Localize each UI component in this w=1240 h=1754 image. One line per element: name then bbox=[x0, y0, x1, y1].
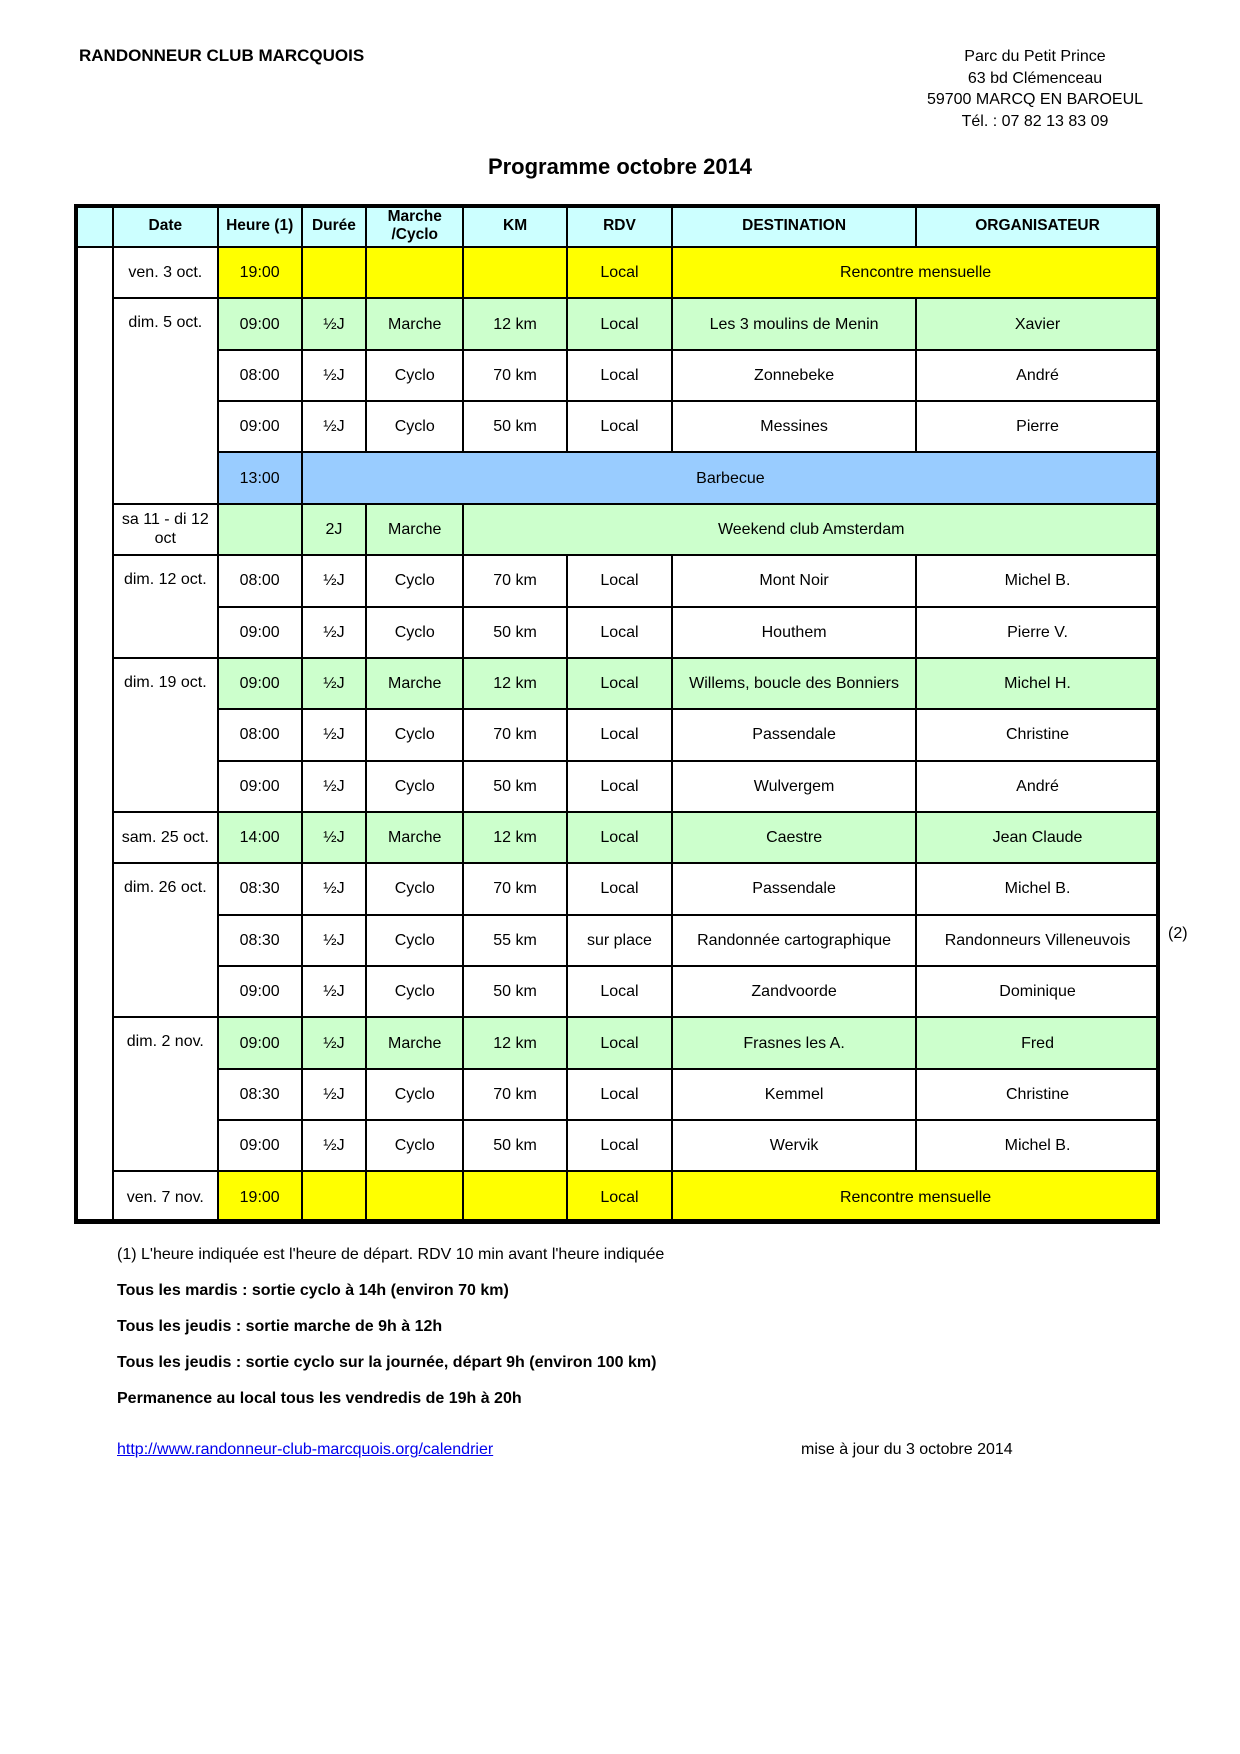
destination-cell: Randonnée cartographique bbox=[672, 915, 916, 966]
organisateur-cell: Fred bbox=[916, 1017, 1159, 1068]
header-duree: Durée bbox=[302, 205, 366, 247]
rdv-cell: sur place bbox=[567, 915, 672, 966]
calendar-link[interactable]: http://www.randonneur-club-marcquois.org/calendrier bbox=[117, 1441, 494, 1458]
table-row bbox=[75, 1171, 1159, 1223]
km-cell: 50 km bbox=[463, 761, 566, 812]
date-cell: dim. 26 oct. bbox=[113, 863, 217, 1017]
destination-cell: Wervik bbox=[672, 1120, 916, 1171]
heure-cell: 09:00 bbox=[218, 658, 302, 709]
footnote-marker: (2) bbox=[1168, 925, 1188, 942]
table-row bbox=[75, 658, 1159, 709]
address-line: 63 bd Clémenceau bbox=[967, 69, 1103, 87]
table-row bbox=[75, 555, 1159, 606]
table-row bbox=[75, 298, 1159, 349]
table-row bbox=[75, 401, 1159, 452]
event-cell: Barbecue bbox=[302, 452, 1159, 503]
organisateur-cell: Christine bbox=[916, 709, 1159, 760]
club-name: RANDONNEUR CLUB MARCQUOIS bbox=[79, 46, 365, 65]
km-cell: 50 km bbox=[463, 607, 566, 658]
duree-cell: ½J bbox=[302, 1120, 366, 1171]
heure-cell: 08:30 bbox=[218, 915, 302, 966]
header-row bbox=[75, 205, 1159, 247]
type-cell: Marche bbox=[366, 298, 463, 349]
heure-cell: 08:00 bbox=[218, 350, 302, 401]
footnote-text: (1) L'heure indiquée est l'heure de départ. RDV 10 min avant l'heure indiquée bbox=[117, 1246, 665, 1263]
heure-cell: 09:00 bbox=[218, 607, 302, 658]
rdv-cell: Local bbox=[567, 350, 672, 401]
type-cell: Cyclo bbox=[366, 607, 463, 658]
duree-cell: ½J bbox=[302, 761, 366, 812]
header-km: KM bbox=[463, 205, 566, 247]
duree-cell: ½J bbox=[302, 709, 366, 760]
duree-cell: ½J bbox=[302, 350, 366, 401]
km-cell: 12 km bbox=[463, 812, 566, 863]
km-cell: 12 km bbox=[463, 658, 566, 709]
type-cell: Marche bbox=[366, 1017, 463, 1068]
duree-cell bbox=[302, 1171, 366, 1223]
date-cell: sam. 25 oct. bbox=[113, 812, 217, 863]
rdv-cell: Local bbox=[567, 812, 672, 863]
type-cell: Marche bbox=[366, 504, 463, 555]
page-title: Programme octobre 2014 bbox=[487, 154, 753, 179]
rdv-cell: Local bbox=[567, 709, 672, 760]
destination-cell: Caestre bbox=[672, 812, 916, 863]
km-cell: 70 km bbox=[463, 863, 566, 914]
type-cell: Cyclo bbox=[366, 863, 463, 914]
destination-cell: Frasnes les A. bbox=[672, 1017, 916, 1068]
duree-cell: ½J bbox=[302, 658, 366, 709]
organisateur-cell: Michel B. bbox=[916, 1120, 1159, 1171]
heure-cell: 08:00 bbox=[218, 709, 302, 760]
type-cell: Cyclo bbox=[366, 709, 463, 760]
destination-cell: Zandvoorde bbox=[672, 966, 916, 1017]
type-cell: Cyclo bbox=[366, 1120, 463, 1171]
programme-table bbox=[74, 204, 1160, 1224]
table-row bbox=[75, 1069, 1159, 1120]
heure-cell: 19:00 bbox=[218, 1171, 302, 1223]
rdv-cell: Local bbox=[567, 555, 672, 606]
km-cell: 70 km bbox=[463, 555, 566, 606]
km-cell: 50 km bbox=[463, 1120, 566, 1171]
destination-cell: Passendale bbox=[672, 709, 916, 760]
event-cell: Weekend club Amsterdam bbox=[463, 504, 1159, 555]
header-organisateur: ORGANISATEUR bbox=[916, 205, 1159, 247]
duree-cell: ½J bbox=[302, 863, 366, 914]
table-row bbox=[75, 966, 1159, 1017]
header-destination: DESTINATION bbox=[672, 205, 916, 247]
date-cell: dim. 5 oct. bbox=[113, 298, 217, 503]
type-cell: Cyclo bbox=[366, 915, 463, 966]
table-row bbox=[75, 812, 1159, 863]
table-row bbox=[75, 350, 1159, 401]
date-cell: sa 11 - di 12 oct bbox=[113, 504, 217, 555]
destination-cell: Wulvergem bbox=[672, 761, 916, 812]
heure-cell: 14:00 bbox=[218, 812, 302, 863]
km-cell: 70 km bbox=[463, 1069, 566, 1120]
organisateur-cell: Randonneurs Villeneuvois bbox=[916, 915, 1159, 966]
rdv-cell: Local bbox=[567, 401, 672, 452]
table-row bbox=[75, 863, 1159, 914]
heure-cell: 09:00 bbox=[218, 298, 302, 349]
km-cell: 70 km bbox=[463, 350, 566, 401]
rdv-cell: Local bbox=[567, 761, 672, 812]
duree-cell: ½J bbox=[302, 915, 366, 966]
rdv-cell: Local bbox=[567, 1120, 672, 1171]
duree-cell: ½J bbox=[302, 401, 366, 452]
note-thursdays-cyclo: Tous les jeudis : sortie cyclo sur la journée, départ 9h (environ 100 km) bbox=[117, 1354, 657, 1371]
organisateur-cell: Christine bbox=[916, 1069, 1159, 1120]
km-cell: 50 km bbox=[463, 966, 566, 1017]
header-blank bbox=[75, 205, 113, 247]
heure-cell: 09:00 bbox=[218, 761, 302, 812]
rdv-cell: Local bbox=[567, 658, 672, 709]
heure-cell: 09:00 bbox=[218, 401, 302, 452]
heure-cell: 09:00 bbox=[218, 1120, 302, 1171]
date-cell: ven. 3 oct. bbox=[113, 247, 217, 298]
organisateur-cell: André bbox=[916, 350, 1159, 401]
destination-cell: Kemmel bbox=[672, 1069, 916, 1120]
type-cell: Cyclo bbox=[366, 401, 463, 452]
rdv-cell: Local bbox=[567, 863, 672, 914]
rdv-cell: Local bbox=[567, 1069, 672, 1120]
km-cell: 50 km bbox=[463, 401, 566, 452]
km-cell: 12 km bbox=[463, 298, 566, 349]
header-date: Date bbox=[113, 205, 217, 247]
heure-cell: 08:30 bbox=[218, 863, 302, 914]
type-cell: Marche bbox=[366, 658, 463, 709]
heure-cell: 08:30 bbox=[218, 1069, 302, 1120]
rdv-cell: Local bbox=[567, 1171, 672, 1223]
address-line: 59700 MARCQ EN BAROEUL bbox=[926, 91, 1144, 108]
duree-cell: ½J bbox=[302, 607, 366, 658]
rdv-cell: Local bbox=[567, 1017, 672, 1068]
table-row bbox=[75, 1017, 1159, 1068]
event-cell: Rencontre mensuelle bbox=[672, 1171, 1159, 1223]
type-cell: Cyclo bbox=[366, 761, 463, 812]
destination-cell: Passendale bbox=[672, 863, 916, 914]
destination-cell: Mont Noir bbox=[672, 555, 916, 606]
event-cell: Rencontre mensuelle bbox=[672, 247, 1159, 298]
organisateur-cell: Michel B. bbox=[916, 863, 1159, 914]
note-tuesdays: Tous les mardis : sortie cyclo à 14h (environ 70 km) bbox=[117, 1282, 509, 1299]
table-row bbox=[75, 915, 1159, 966]
type-cell: Cyclo bbox=[366, 350, 463, 401]
rdv-cell: Local bbox=[567, 298, 672, 349]
heure-cell: 08:00 bbox=[218, 555, 302, 606]
duree-cell: ½J bbox=[302, 1017, 366, 1068]
destination-cell: Messines bbox=[672, 401, 916, 452]
club-address bbox=[890, 46, 1180, 132]
date-cell: dim. 12 oct. bbox=[113, 555, 217, 658]
note-permanence: Permanence au local tous les vendredis de 19h à 20h bbox=[117, 1390, 522, 1407]
rdv-cell: Local bbox=[567, 966, 672, 1017]
destination-cell: Les 3 moulins de Menin bbox=[672, 298, 916, 349]
km-cell bbox=[463, 247, 566, 298]
date-cell: dim. 2 nov. bbox=[113, 1017, 217, 1171]
heure-cell bbox=[218, 504, 302, 555]
organisateur-cell: Michel B. bbox=[916, 555, 1159, 606]
type-cell: Cyclo bbox=[366, 555, 463, 606]
duree-cell: ½J bbox=[302, 298, 366, 349]
heure-cell: 09:00 bbox=[218, 1017, 302, 1068]
km-cell: 70 km bbox=[463, 709, 566, 760]
duree-cell bbox=[302, 247, 366, 298]
km-cell bbox=[463, 1171, 566, 1223]
notes-section bbox=[117, 1244, 664, 1424]
rdv-cell: Local bbox=[567, 247, 672, 298]
type-cell: Marche bbox=[366, 812, 463, 863]
heure-cell: 19:00 bbox=[218, 247, 302, 298]
destination-cell: Zonnebeke bbox=[672, 350, 916, 401]
table-row bbox=[75, 607, 1159, 658]
organisateur-cell: Xavier bbox=[916, 298, 1159, 349]
heure-cell: 09:00 bbox=[218, 966, 302, 1017]
type-cell bbox=[366, 247, 463, 298]
km-cell: 55 km bbox=[463, 915, 566, 966]
duree-cell: ½J bbox=[302, 966, 366, 1017]
organisateur-cell: Jean Claude bbox=[916, 812, 1159, 863]
side-column bbox=[75, 247, 113, 1223]
address-line: Parc du Petit Prince bbox=[964, 48, 1106, 65]
duree-cell: ½J bbox=[302, 812, 366, 863]
table-row bbox=[75, 761, 1159, 812]
table-row bbox=[75, 1120, 1159, 1171]
organisateur-cell: Michel H. bbox=[916, 658, 1159, 709]
date-cell: ven. 7 nov. bbox=[113, 1171, 217, 1223]
rdv-cell: Local bbox=[567, 607, 672, 658]
organisateur-cell: Pierre V. bbox=[916, 607, 1159, 658]
header-type: Marche /Cyclo bbox=[366, 205, 463, 247]
table-row bbox=[75, 709, 1159, 760]
header-heure: Heure (1) bbox=[218, 205, 302, 247]
table-row bbox=[75, 247, 1159, 298]
type-cell: Cyclo bbox=[366, 966, 463, 1017]
organisateur-cell: Dominique bbox=[916, 966, 1159, 1017]
heure-cell: 13:00 bbox=[218, 452, 302, 503]
phone-line: Tél. : 07 82 13 83 09 bbox=[961, 112, 1109, 130]
table-row bbox=[75, 504, 1159, 555]
duree-cell: ½J bbox=[302, 555, 366, 606]
header-rdv: RDV bbox=[567, 205, 672, 247]
duree-cell: 2J bbox=[302, 504, 366, 555]
date-cell: dim. 19 oct. bbox=[113, 658, 217, 812]
organisateur-cell: Pierre bbox=[916, 401, 1159, 452]
destination-cell: Willems, boucle des Bonniers bbox=[672, 658, 916, 709]
destination-cell: Houthem bbox=[672, 607, 916, 658]
km-cell: 12 km bbox=[463, 1017, 566, 1068]
type-cell: Cyclo bbox=[366, 1069, 463, 1120]
update-date: mise à jour du 3 octobre 2014 bbox=[801, 1441, 1013, 1458]
type-cell bbox=[366, 1171, 463, 1223]
table-row bbox=[75, 452, 1159, 503]
note-thursdays-walk: Tous les jeudis : sortie marche de 9h à 12h bbox=[117, 1318, 443, 1335]
organisateur-cell: André bbox=[916, 761, 1159, 812]
duree-cell: ½J bbox=[302, 1069, 366, 1120]
